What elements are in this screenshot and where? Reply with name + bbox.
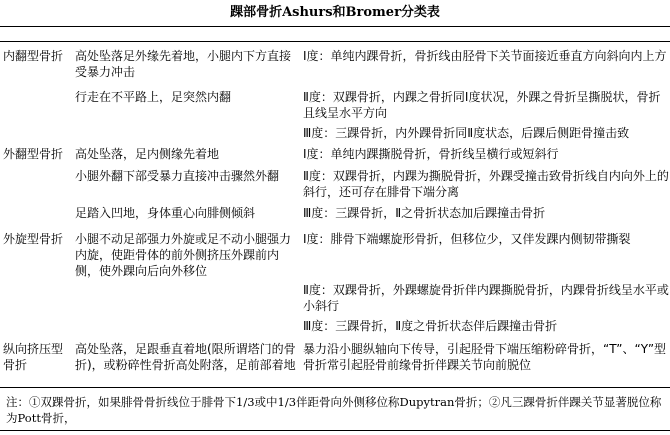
- mechanism-text: 小腿不动足部强力外旋或足不动小腿强力内旋，使距骨体的前外侧挤压外踝前内侧，使外踝向后向外移位: [75, 232, 292, 278]
- grade-text: 暴力沿小腿纵轴向下传导，引起胫骨下端压缩粉碎骨折，“T”、“Y”型骨折常引起胫骨前缘骨折伴踝关节向前脱位: [303, 342, 667, 372]
- page-title: 踝部骨折Ashurs和Bromer分类表: [230, 5, 440, 20]
- fracture-type: 外翻型骨折: [3, 147, 64, 161]
- fracture-type: 纵向挤压型骨折: [3, 342, 64, 372]
- mechanism-text: 高处坠落，足跟垂直着地(限所谓塔门的骨折)，或粉碎性骨折高处附落，足前部着地: [75, 342, 296, 372]
- grade-text: Ⅲ度：三踝骨折，内外踝骨折同Ⅱ度状态，后踝后侧距骨撞击致: [303, 126, 630, 140]
- mechanism-text: 高处坠落，足内侧缘先着地: [75, 147, 220, 161]
- mechanism-text: 行走在不平路上，足突然内翻: [75, 90, 232, 104]
- mechanism-text: 足踏入凹地，身体重心向腓侧倾斜: [75, 206, 256, 220]
- top-rule: [0, 26, 670, 27]
- fracture-type: 外旋型骨折: [3, 232, 64, 246]
- bottom-rule: [0, 430, 670, 431]
- grade-text: Ⅰ度：腓骨下端螺旋形骨折，但移位少，又伴发踝内侧韧带撕裂: [303, 232, 631, 246]
- grade-text: Ⅱ度：双踝骨折，外踝螺旋骨折伴内踝撕脱骨折，内踝骨折线呈水平或小斜行: [303, 283, 669, 313]
- grade-text: Ⅱ度：双踝骨折，内踝为撕脱骨折，外踝受撞击致骨折线自内向外上的斜行，还可存在腓骨下端分离: [303, 169, 669, 199]
- footer-rule: [0, 387, 670, 388]
- grade-text: Ⅰ度：单纯内踝撕脱骨折，骨折线呈横行或短斜行: [303, 147, 559, 161]
- grade-text: Ⅲ度：三踝骨折，Ⅱ之骨折状态加后踝撞击骨折: [303, 206, 546, 220]
- mechanism-text: 小腿外翻下部受暴力直接冲击骤然外翻: [75, 169, 280, 183]
- header-rule: [0, 41, 670, 42]
- grade-text: Ⅱ度：双踝骨折，内踝之骨折同Ⅰ度状况，外踝之骨折呈撕脱状，骨折且线呈水平方向: [303, 90, 661, 120]
- footnote: 注：①双踝骨折，如果腓骨骨折线位于腓骨下1/3或中1/3伴距骨向外侧移位称Dupytran骨折；②凡三踝骨折伴踝关节显著脱位称为Pott骨折，: [6, 395, 662, 425]
- fracture-type: 内翻型骨折: [3, 49, 64, 63]
- grade-text: Ⅲ度：三踝骨折，Ⅱ度之骨折状态伴后踝撞击骨折: [303, 319, 558, 333]
- grade-text: Ⅰ度：单纯内踝骨折，骨折线由胫骨下关节面接近垂直方向斜向内上方: [303, 49, 667, 63]
- mechanism-text: 高处坠落足外缘先着地，小腿内下方直接受暴力冲击: [75, 49, 292, 79]
